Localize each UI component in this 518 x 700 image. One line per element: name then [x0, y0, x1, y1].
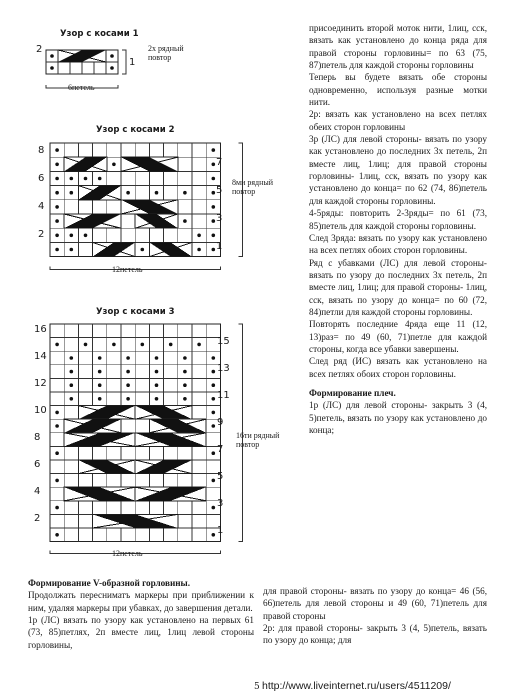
chart3-row-label: 7	[217, 444, 224, 455]
purl-dot	[126, 383, 130, 387]
purl-dot	[183, 370, 187, 374]
purl-dot	[212, 506, 216, 510]
chart3-row-label: 13	[217, 363, 230, 374]
chart3-row-label: 9	[217, 417, 224, 428]
purl-dot	[155, 383, 159, 387]
purl-dot	[84, 343, 88, 347]
chart3-row-label: 2	[34, 513, 41, 524]
purl-dot	[98, 356, 102, 360]
chart1-row-label: 1	[129, 57, 136, 68]
purl-dot	[55, 533, 59, 537]
purl-dot	[155, 397, 159, 401]
purl-dot	[141, 343, 145, 347]
section-heading-v-neck: Формирование V-образной горловины.	[28, 578, 191, 588]
purl-dot	[98, 397, 102, 401]
purl-dot	[70, 397, 74, 401]
purl-dot	[55, 343, 59, 347]
chart2-row-label: 6	[38, 173, 45, 184]
purl-dot	[212, 383, 216, 387]
paragraph: След 3ряда: вязать по узору как установлено на всех петлях обоих сторон горловины.	[309, 232, 487, 256]
chart2-title: Узор с косами 2	[96, 125, 175, 135]
purl-dot	[70, 383, 74, 387]
right-column-text-wide	[263, 585, 487, 647]
chart2-row-label: 1	[216, 241, 223, 252]
purl-dot	[212, 533, 216, 537]
paragraph: Продолжать пересниматъ маркеры при приближении к ним, удаляя маркеры при убавках, до завершения детали.	[28, 590, 254, 613]
purl-dot	[55, 479, 59, 483]
chart3-row-label: 12	[34, 378, 47, 389]
paragraph: 2р: для правой стороны- закрыть 3 (4, 5)петель, вязать по узору до конца; для	[263, 623, 487, 646]
chart2-row-label: 3	[216, 213, 223, 224]
paragraph: Ряд с убавками (ЛС) для левой стороны- вязать по узору до последних 3х петель, 2п вместе лиц, 1лиц; для правой стороны- 1лиц, сск, вязать по узору до конца= по 60 (72, 84)петли для каждой стороны горловины.	[309, 257, 487, 317]
purl-dot	[70, 356, 74, 360]
chart3-row-label: 5	[217, 471, 224, 482]
paragraph: След ряд (ИС) вязать как установлено на всех петлях обоих сторон горловины.	[309, 356, 487, 379]
chart3-row-label: 6	[34, 459, 41, 470]
chart2-repeat-note: 8ми рядный повтор	[232, 178, 274, 196]
purl-dot	[126, 370, 130, 374]
purl-dot	[212, 370, 216, 374]
chart3-row-label: 8	[34, 432, 41, 443]
left-column-text	[28, 577, 254, 651]
chart1-width-label: 6петель	[68, 83, 95, 92]
purl-dot	[212, 451, 216, 455]
purl-dot	[212, 397, 216, 401]
purl-dot	[126, 356, 130, 360]
chart3-width-label: 12петель	[112, 549, 143, 558]
chart2-width-label: 12петель	[112, 265, 143, 274]
page-number: 5	[254, 682, 260, 692]
paragraph: присоединить второй моток нити, 1лиц, сск, вязать как установлено до конца ряда для правой стороны горловины= по 63 (75, 87)петель для каждой стороны горловины	[309, 23, 487, 71]
chart2-row-label: 7	[216, 157, 223, 168]
purl-dot	[169, 343, 173, 347]
paragraph: 1р (ЛС) для левой стороны- закрыть 3 (4, 5)петель, вязать по узору как установлено до конца;	[309, 400, 487, 435]
purl-dot	[70, 370, 74, 374]
purl-dot	[183, 397, 187, 401]
purl-dot	[212, 424, 216, 428]
chart2-row-label: 8	[38, 145, 45, 156]
right-column-text	[309, 22, 487, 436]
purl-dot	[55, 451, 59, 455]
paragraph: Теперь вы будете вязать обе стороны одновременно, используя разные мотки нити.	[309, 72, 487, 108]
purl-dot	[197, 343, 201, 347]
purl-dot	[55, 411, 59, 415]
purl-dot	[112, 343, 116, 347]
paragraph: для правой стороны- вязать по узору до конца= 46 (56, 66)петель для левой стороны и 49 (60, 71)петель для правой стороны	[263, 586, 487, 621]
purl-dot	[155, 356, 159, 360]
purl-dot	[183, 383, 187, 387]
chart3-grid	[50, 324, 242, 554]
purl-dot	[212, 411, 216, 415]
chart1-repeat-note: 2х рядный повтор	[148, 44, 184, 62]
chart3-row-label: 11	[217, 390, 230, 401]
paragraph: Повторять последние 4ряда еще 11 (12, 13)раз= по 49 (60, 71)петле для каждой стороны, когда все убавки завершены.	[309, 319, 487, 354]
chart3-repeat-note: 16ти рядный повтор	[236, 431, 280, 449]
purl-dot	[55, 506, 59, 510]
purl-dot	[212, 479, 216, 483]
paragraph: 4-5ряды: повторить 2-3ряды= по 61 (73, 85)петель для каждой стороны горловины.	[309, 208, 487, 231]
chart3-row-label: 16	[34, 324, 47, 335]
chart3-row-label: 15	[217, 336, 230, 347]
paragraph: 3р (ЛС) для левой стороны- вязать по узору как установлено до последних 3х петель, 2п вместе лиц, 1лиц; для правой стороны горловины- 1лиц, сск, вязать по узору как установлено до конца= по 62 (74, 86)петель для каждой стороны горловины.	[309, 134, 487, 206]
chart3-row-label: 3	[217, 498, 224, 509]
purl-dot	[98, 383, 102, 387]
purl-dot	[98, 370, 102, 374]
chart3-row-label: 10	[34, 405, 47, 416]
purl-dot	[155, 370, 159, 374]
chart3-row-label: 4	[34, 486, 41, 497]
chart2-row-label: 5	[216, 185, 223, 196]
chart3-row-label: 14	[34, 351, 47, 362]
chart3-title: Узор с косами 3	[96, 307, 175, 317]
paragraph: 1р (ЛС) вязать по узору как установлено на первых 61 (73, 85)петлях, 2п вместе лиц, 1лиц левой стороны горловины,	[28, 615, 254, 650]
purl-dot	[126, 397, 130, 401]
purl-dot	[55, 424, 59, 428]
chart2-row-label: 4	[38, 201, 45, 212]
section-heading-shoulders: Формирование плеч.	[309, 387, 396, 398]
purl-dot	[183, 356, 187, 360]
chart1-row-label: 2	[36, 44, 43, 55]
chart1-title: Узор с косами 1	[60, 29, 139, 39]
source-url-watermark: http://www.liveinternet.ru/users/4511209/	[262, 680, 451, 692]
chart2-row-label: 2	[38, 229, 45, 240]
purl-dot	[212, 356, 216, 360]
paragraph: 2р: вязать как установлено на всех петлях обеих сторон горловины	[309, 109, 487, 132]
chart3-row-label: 1	[217, 525, 224, 536]
